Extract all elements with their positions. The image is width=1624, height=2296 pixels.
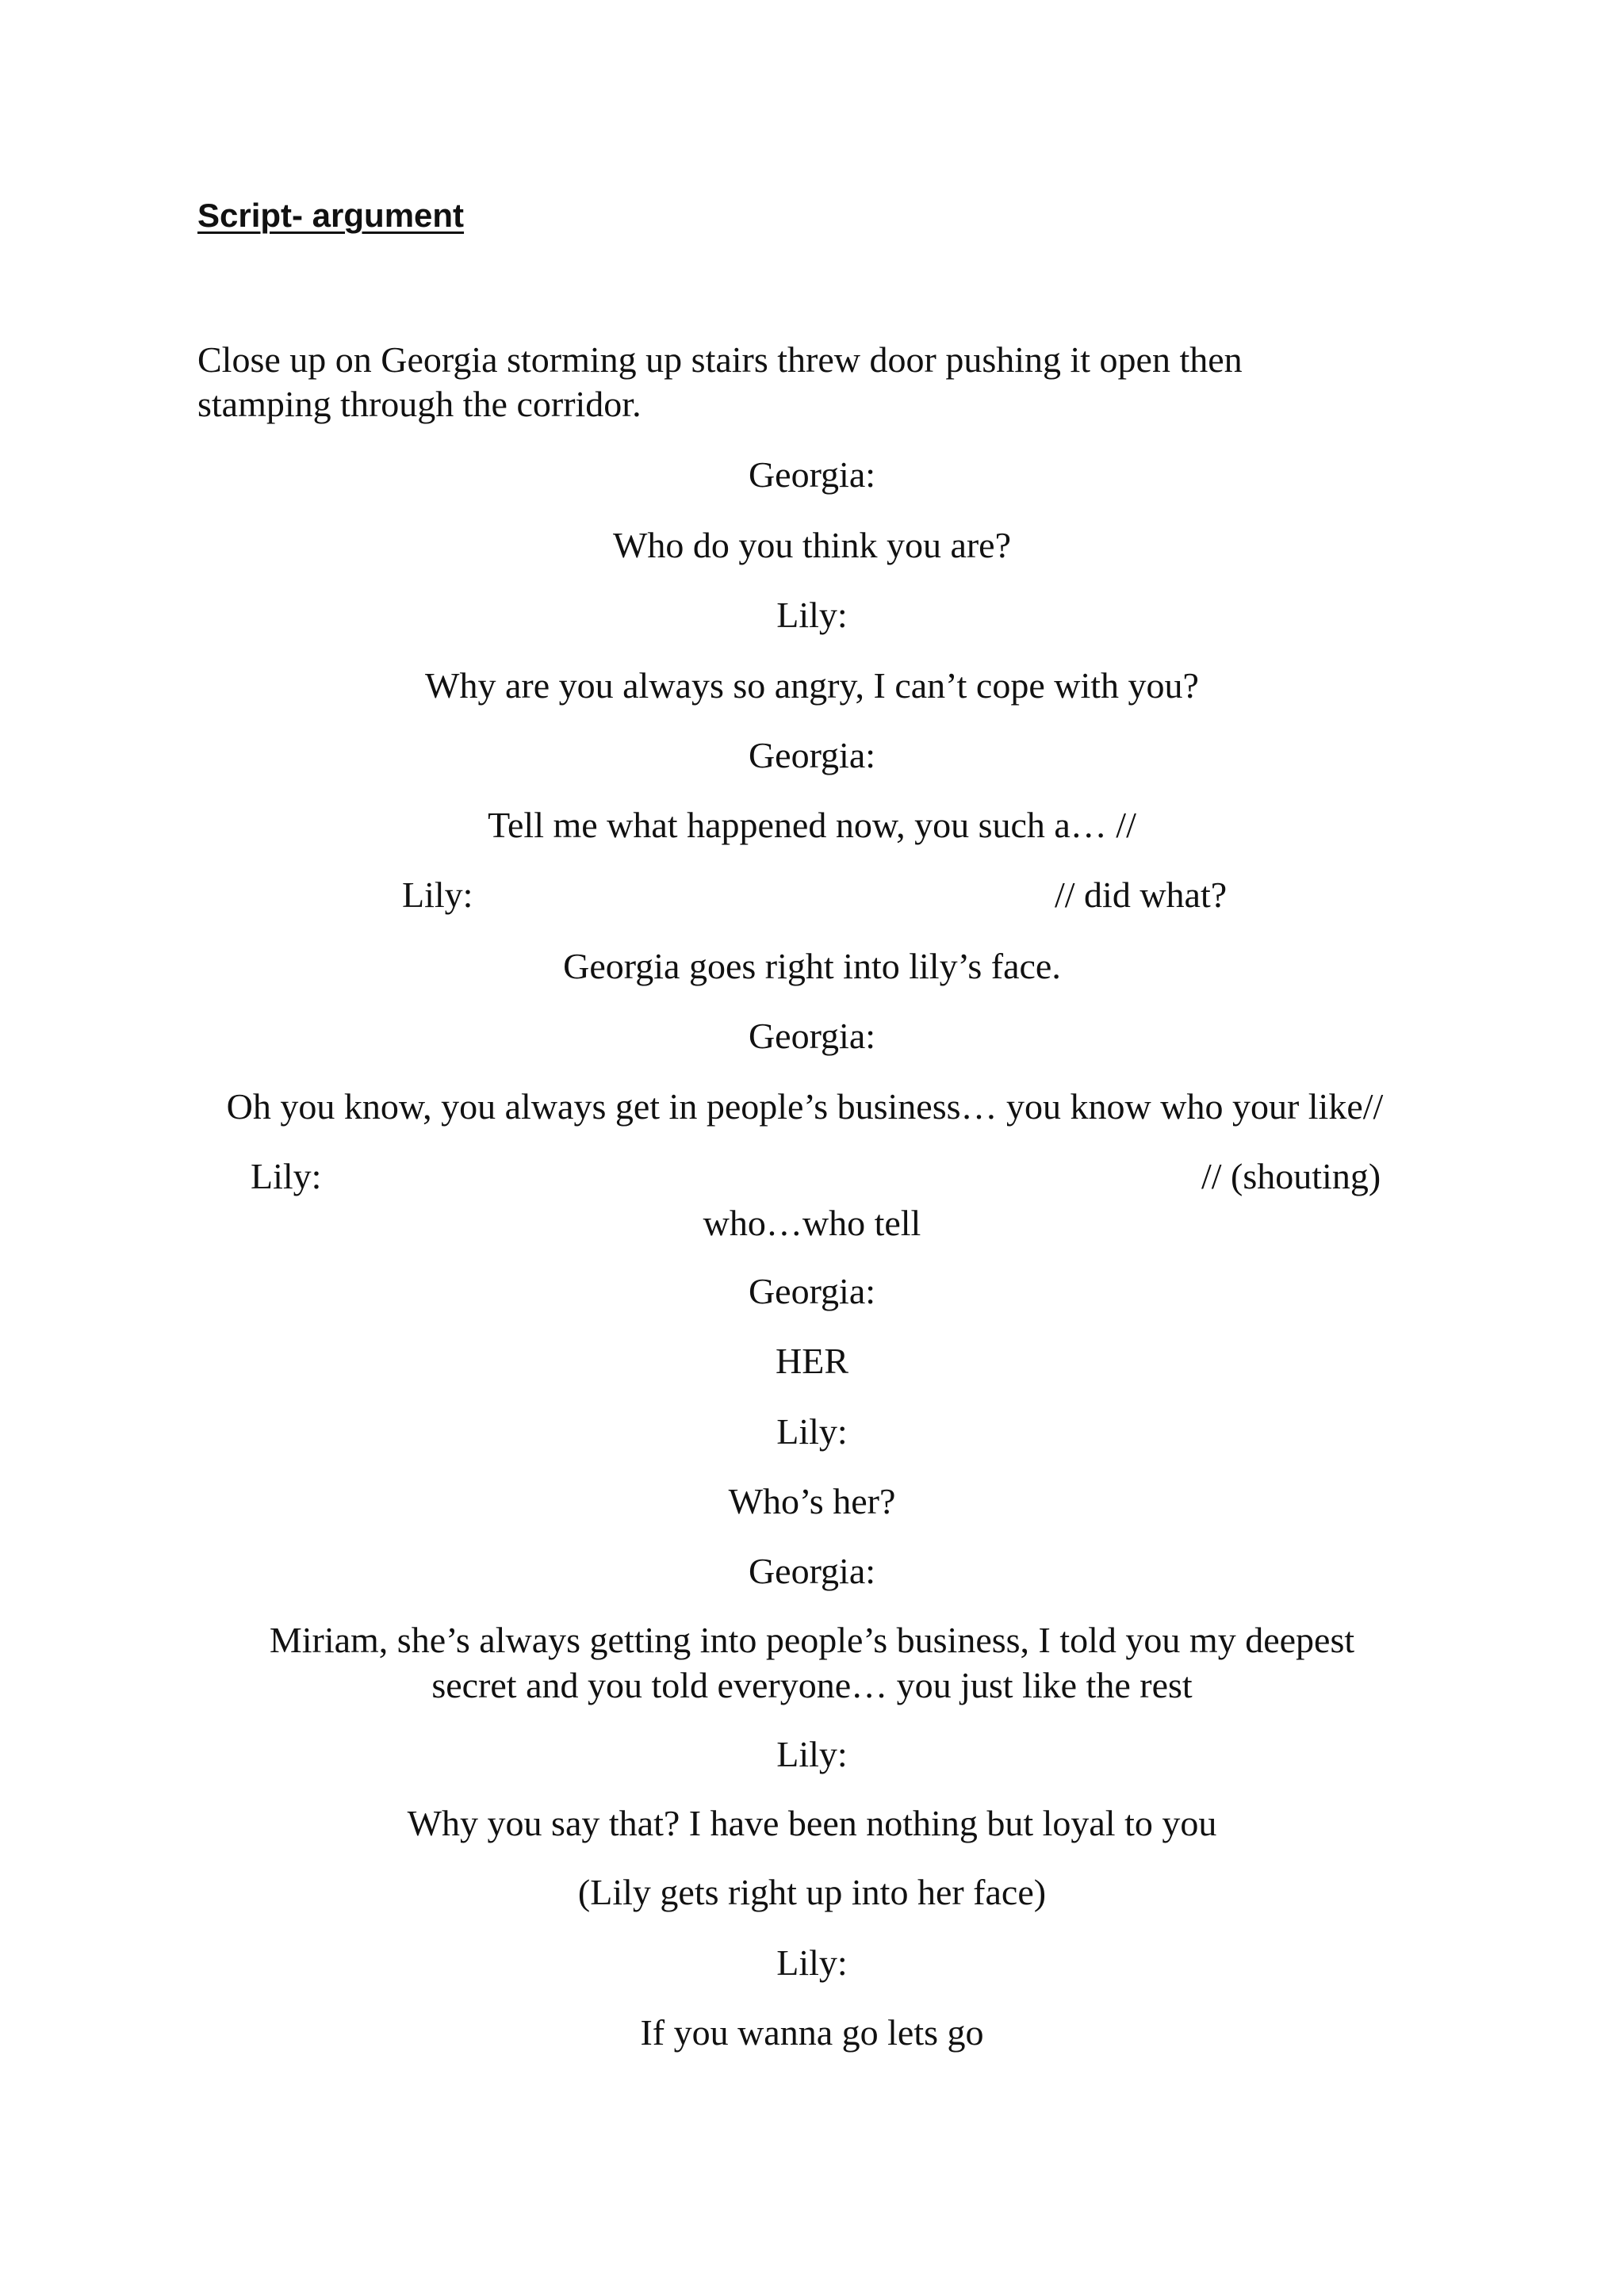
dialogue-line: who…who tell bbox=[703, 1203, 921, 1243]
dialogue-line: If you wanna go lets go bbox=[640, 2012, 984, 2053]
speaker-lily: Lily: bbox=[776, 1734, 848, 1774]
speaker-georgia: Georgia: bbox=[748, 1551, 876, 1591]
interruption-line: // (shouting) bbox=[1201, 1156, 1381, 1196]
speaker-lily: Lily: bbox=[776, 1942, 848, 1983]
speaker-georgia: Georgia: bbox=[748, 1016, 876, 1056]
speaker-lily: Lily: bbox=[776, 595, 848, 635]
scene-direction-line-1: Close up on Georgia storming up stairs threw door pushing it open then bbox=[197, 339, 1243, 380]
dialogue-line: secret and you told everyone… you just like the rest bbox=[431, 1665, 1193, 1705]
speaker-georgia: Georgia: bbox=[748, 454, 876, 495]
script-heading: Script- argument bbox=[197, 197, 465, 234]
dialogue-line: Who’s her? bbox=[728, 1481, 896, 1521]
scene-direction bbox=[197, 338, 1466, 427]
stage-direction: Georgia goes right into lily’s face. bbox=[563, 946, 1061, 986]
stage-direction: (Lily gets right up into her face) bbox=[577, 1872, 1047, 1912]
dialogue-line: Why you say that? I have been nothing but loyal to you bbox=[407, 1803, 1217, 1843]
dialogue-line: HER bbox=[776, 1341, 848, 1381]
speaker-lily: Lily: bbox=[402, 874, 473, 915]
dialogue-line: Who do you think you are? bbox=[612, 525, 1012, 565]
scene-direction-line-2: stamping through the corridor. bbox=[197, 384, 642, 424]
interruption-line: // did what? bbox=[1055, 874, 1228, 915]
speaker-lily: Lily: bbox=[251, 1156, 322, 1196]
dialogue-line: Miriam, she’s always getting into people’s business, I told you my deepest bbox=[269, 1620, 1355, 1660]
dialogue-line: Tell me what happened now, you such a… // bbox=[488, 805, 1136, 845]
dialogue-line: Oh you know, you always get in people’s business… you know who your like// bbox=[226, 1086, 1384, 1127]
dialogue-line: Why are you always so angry, I can’t cope with you? bbox=[425, 665, 1199, 706]
speaker-georgia: Georgia: bbox=[748, 1271, 876, 1311]
speaker-lily: Lily: bbox=[776, 1411, 848, 1452]
speaker-georgia: Georgia: bbox=[748, 735, 876, 775]
